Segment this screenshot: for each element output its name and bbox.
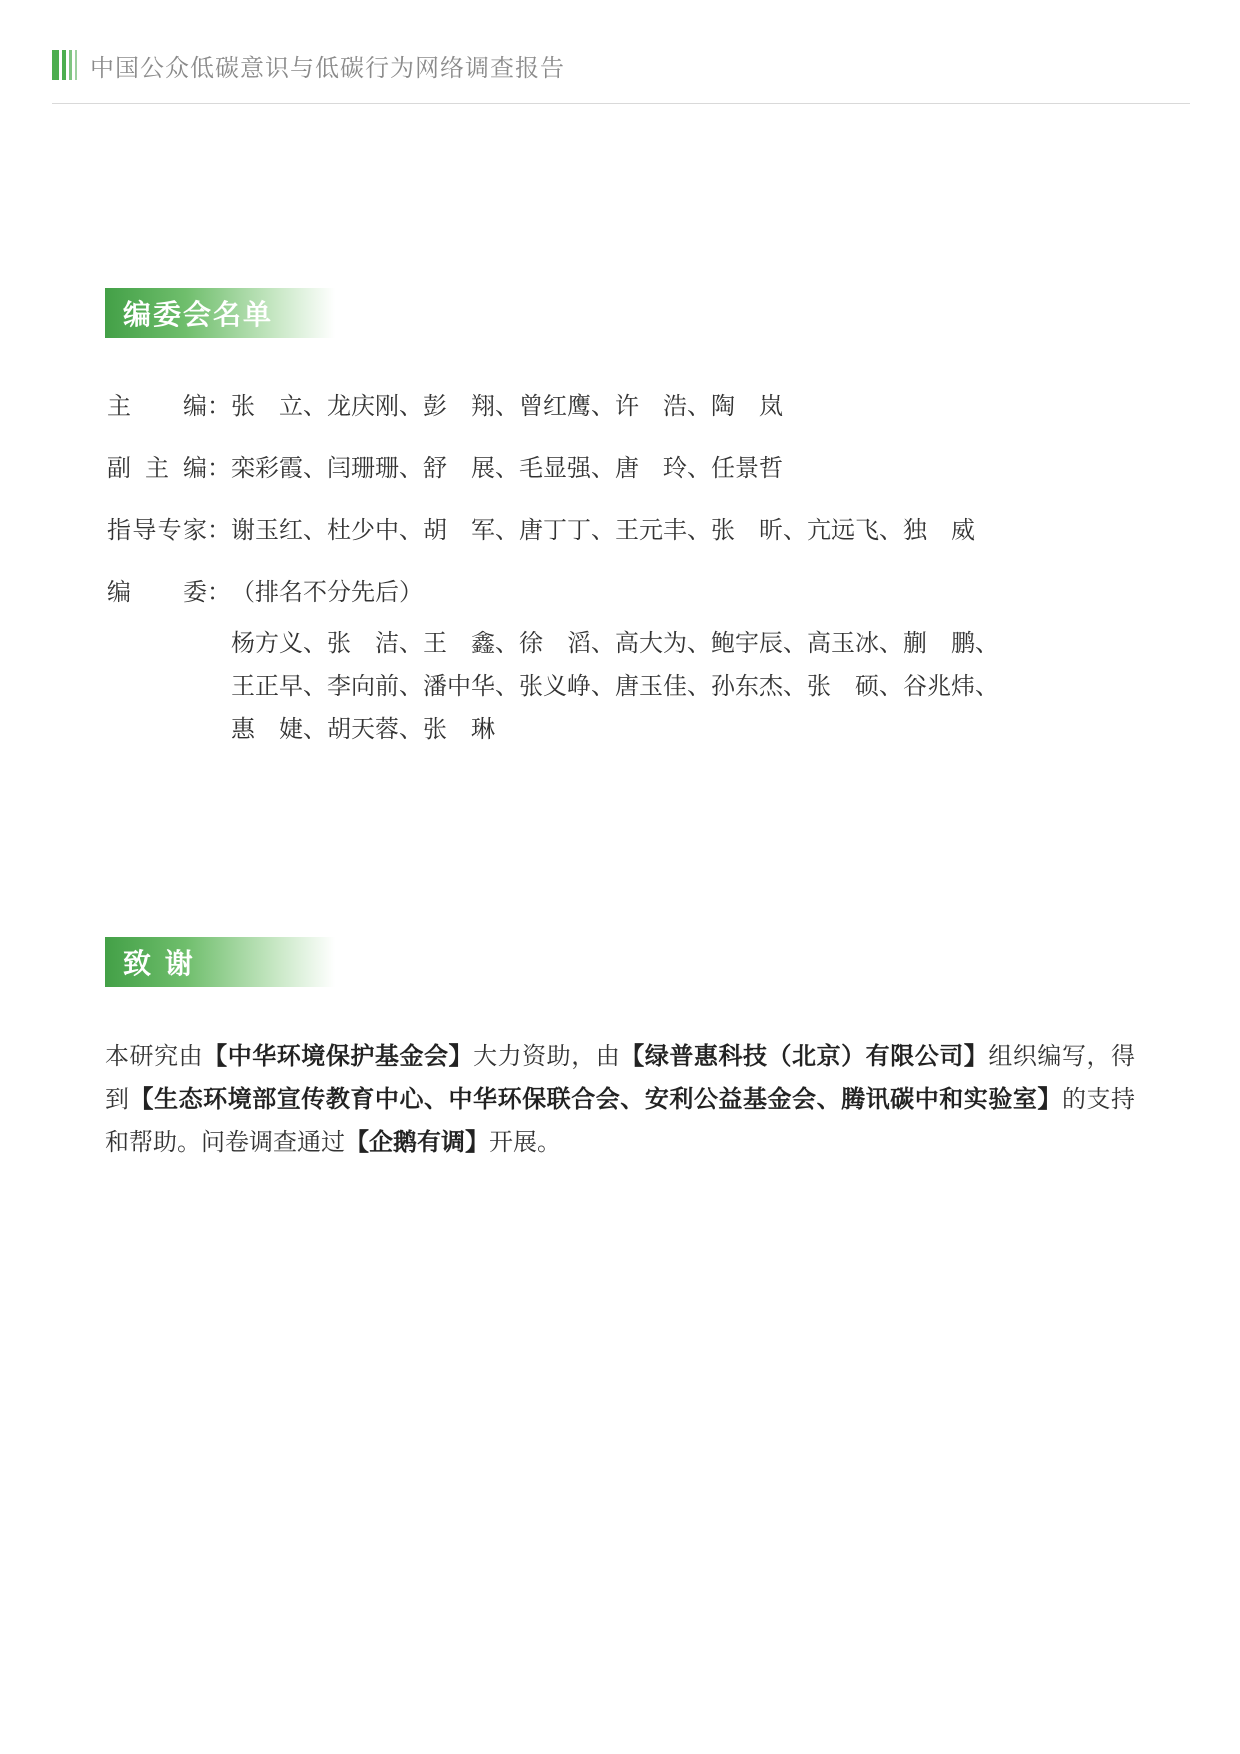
row-label: 编委 <box>107 578 207 606</box>
acknowledgement-heading-text: 致 谢 <box>123 947 195 980</box>
editorial-board-heading <box>105 288 335 338</box>
ack-organization: 【中华环境保护基金会】 <box>203 1042 474 1070</box>
row-names: 栾彩霞、闫珊珊、舒 展、毛显强、唐 玲、任景哲 <box>231 454 783 482</box>
row-label: 主编 <box>107 392 207 420</box>
ack-text: 组织编写，得到 <box>105 1042 1136 1113</box>
row-names: （排名不分先后） <box>231 578 423 606</box>
ack-organization: 【生态环境部宣传教育中心、中华环保联合会、安利公益基金会、腾讯碳中和实验室】 <box>129 1085 1062 1113</box>
ack-organization: 【企鹅有调】 <box>345 1128 489 1156</box>
committee-members-row: 编委 ： （排名不分先后） <box>107 574 1107 610</box>
header-divider <box>52 103 1190 104</box>
list-item: 王正早、李向前、潘中华、张义峥、唐玉佳、孙东杰、张 硕、谷兆炜、 <box>231 672 999 700</box>
acknowledgement-paragraph <box>105 1035 1135 1164</box>
ack-organization: 【绿普惠科技（北京）有限公司】 <box>620 1042 989 1070</box>
list-item: 惠 婕、胡天蓉、张 琳 <box>231 715 495 743</box>
logo-bars-icon <box>52 50 78 80</box>
row-label: 指导专家 <box>107 516 207 544</box>
ack-text: 大力资助，由 <box>473 1042 621 1070</box>
deputy-editor-row: 副主编 ： 栾彩霞、闫珊珊、舒 展、毛显强、唐 玲、任景哲 <box>107 450 1107 486</box>
row-label: 副主编 <box>107 454 207 482</box>
editor-in-chief-row: 主编 ： 张 立、龙庆刚、彭 翔、曾红鹰、许 浩、陶 岚 <box>107 388 1107 424</box>
committee-members-list <box>231 622 1107 751</box>
ack-text: 本研究由 <box>105 1042 204 1070</box>
row-names: 张 立、龙庆刚、彭 翔、曾红鹰、许 浩、陶 岚 <box>231 392 783 420</box>
report-title: 中国公众低碳意识与低碳行为网络调查报告 <box>90 53 565 82</box>
editorial-board-heading-text: 编委会名单 <box>123 298 274 331</box>
row-names: 谢玉红、杜少中、胡 军、唐丁丁、王元丰、张 昕、亢远飞、独 威 <box>231 516 975 544</box>
advisors-row: 指导专家 ： 谢玉红、杜少中、胡 军、唐丁丁、王元丰、张 昕、亢远飞、独 威 <box>107 512 1107 548</box>
ack-text: 开展。 <box>489 1128 561 1156</box>
list-item: 杨方义、张 洁、王 鑫、徐 滔、高大为、鲍宇辰、高玉冰、蒯 鹏、 <box>231 629 999 657</box>
editorial-board-list <box>107 388 1107 751</box>
page-header <box>52 48 565 82</box>
acknowledgement-heading <box>105 937 335 987</box>
ack-text: 的支持和帮助。问卷调查通过 <box>105 1085 1136 1156</box>
